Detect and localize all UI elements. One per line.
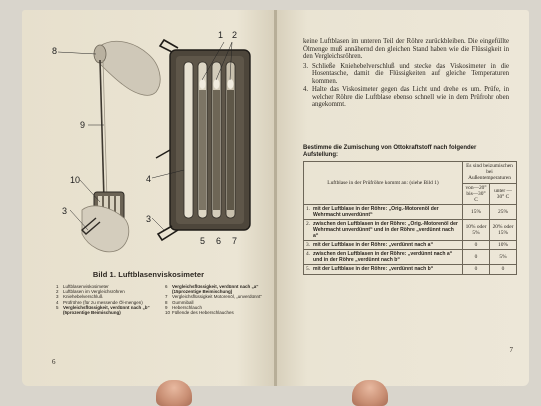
value-cell: 0 xyxy=(463,250,490,265)
value-cell: 10% xyxy=(490,241,517,250)
booklet xyxy=(22,10,529,386)
legend-item: 6 Vergleichsflüssigkeit, verdünnt nach „a“ (15prozentige Beimischung) xyxy=(165,284,259,295)
air-bubble xyxy=(228,79,234,89)
table-row: 5. mit der Luftblase in der Röhre: „verdünnt nach b“ 0 0 xyxy=(304,265,517,274)
figure-label: 3 xyxy=(62,206,68,216)
legend-item: 7 Vergleichsflüssigkeit Motorenöl, „unverdünnt“ xyxy=(165,294,262,300)
figure-label: 7 xyxy=(232,236,238,246)
value-cell: 0 xyxy=(490,265,517,274)
section-heading: Bestimme die Zumischung von Ottokraftstoff nach folgender Aufstellung: xyxy=(303,145,477,158)
figure-label: 2 xyxy=(232,30,238,40)
header-condition: Luftblase in der Prüfröhre kommt an: (siehe Bild 1) xyxy=(304,162,463,205)
figure-caption: Bild 1. Luftblasenviskosimeter xyxy=(92,270,205,279)
viscometer-illustration xyxy=(52,30,267,255)
value-cell: 20% oder 15% xyxy=(490,220,517,241)
legend-item: 8 Gummiball xyxy=(165,299,194,305)
right-thumb xyxy=(352,380,388,406)
value-cell: 5% xyxy=(490,250,517,265)
legend-column-left xyxy=(56,284,159,315)
legend-item: 1 Luftblasenviskosimeter xyxy=(56,284,109,289)
figure-label: 1 xyxy=(218,30,224,40)
hand-top xyxy=(100,41,160,95)
intro-paragraph: keine Luftblasen im unteren Teil der Röhre zurückbleiben. Die eingefüllte Ölmenge muß annähernd den gleichen Stand haben wie die Flüssigkeit in den Vergleichsröhren. xyxy=(303,38,509,61)
header-col2: unter —30° C xyxy=(490,183,517,205)
left-page xyxy=(22,10,275,386)
legend-item: 4 Prüfröhre (für zu messende Öl-mengen) xyxy=(56,299,143,305)
page-number: 6 xyxy=(52,358,56,366)
value-cell: 0 xyxy=(463,265,490,274)
table-header-row xyxy=(304,162,517,184)
viscometer-drawing xyxy=(52,30,267,255)
air-bubble xyxy=(214,79,220,89)
instructions xyxy=(303,38,509,109)
figure-label: 5 xyxy=(200,236,206,246)
value-cell: 0 xyxy=(463,241,490,250)
value-cell: 25% xyxy=(490,205,517,220)
legend-column-right xyxy=(165,284,268,315)
step-item: 3. Schließe Kniehebelverschluß und stecke das Viskosimeter in die Hosentasche, damit die Flüssigkeiten auf gleiche Temperaturen kommen. xyxy=(303,62,509,85)
air-bubble xyxy=(200,79,206,89)
test-tube xyxy=(184,62,193,218)
page-number: 7 xyxy=(509,346,513,354)
figure-label: 6 xyxy=(216,236,222,246)
value-cell: 10% oder 5% xyxy=(463,220,490,241)
figure-label: 4 xyxy=(146,174,152,184)
right-page xyxy=(277,10,529,386)
legend-item: 5 Vergleichsflüssigkeit, verdünnt nach „b“ (5prozentige Beimischung) xyxy=(56,304,150,316)
table-row: 2. zwischen den Luftblasen in der Röhre: „Orig.-Motorenöl der Wehrmacht unverdünnt“ und in der Röhre „verdünnt nach a“ 10% oder 5% 20% oder 15% xyxy=(304,220,517,241)
figure-label: 3 xyxy=(146,214,152,224)
left-thumb xyxy=(156,380,192,406)
step-list xyxy=(303,63,509,109)
legend-item: 9 Heberschlauch xyxy=(165,304,203,310)
legend-item: 2 Luftblasen im Vergleichsröhren xyxy=(56,289,125,295)
table-row: 1. mit der Luftblase in der Röhre: „Orig.-Motorenöl der Wehrmacht unverdünnt“ 15% 25% xyxy=(304,205,517,220)
value-cell: 15% xyxy=(463,205,490,220)
figure-label: 9 xyxy=(80,120,86,130)
figure-legend xyxy=(56,284,268,315)
table-row: 4. zwischen den Luftblasen in der Röhre: „verdünnt nach a“ und in der Röhre „verdünnt nach b“ 0 5% xyxy=(304,250,517,265)
legend-item: 3 Kniehebelverschluß xyxy=(56,294,103,300)
legend-item: 10 Füllende des Heberschlauches xyxy=(165,310,234,316)
table-row: 3. mit der Luftblase in der Röhre: „verdünnt nach a“ 0 10% xyxy=(304,241,517,250)
mixture-table xyxy=(303,161,517,275)
figure-label: 10 xyxy=(70,175,81,185)
header-group: Es sind beizumischen bei Außentemperaturen xyxy=(463,162,517,184)
header-col1: von—20° bis—30° C xyxy=(463,183,490,205)
step-item: 4. Halte das Viskosimeter gegen das Licht und drehe es um. Prüfe, in welcher Röhre die Luftblase ebenso schnell wie in dem Prüfrohr oben angekommt. xyxy=(303,86,509,109)
figure-label: 8 xyxy=(52,46,58,56)
